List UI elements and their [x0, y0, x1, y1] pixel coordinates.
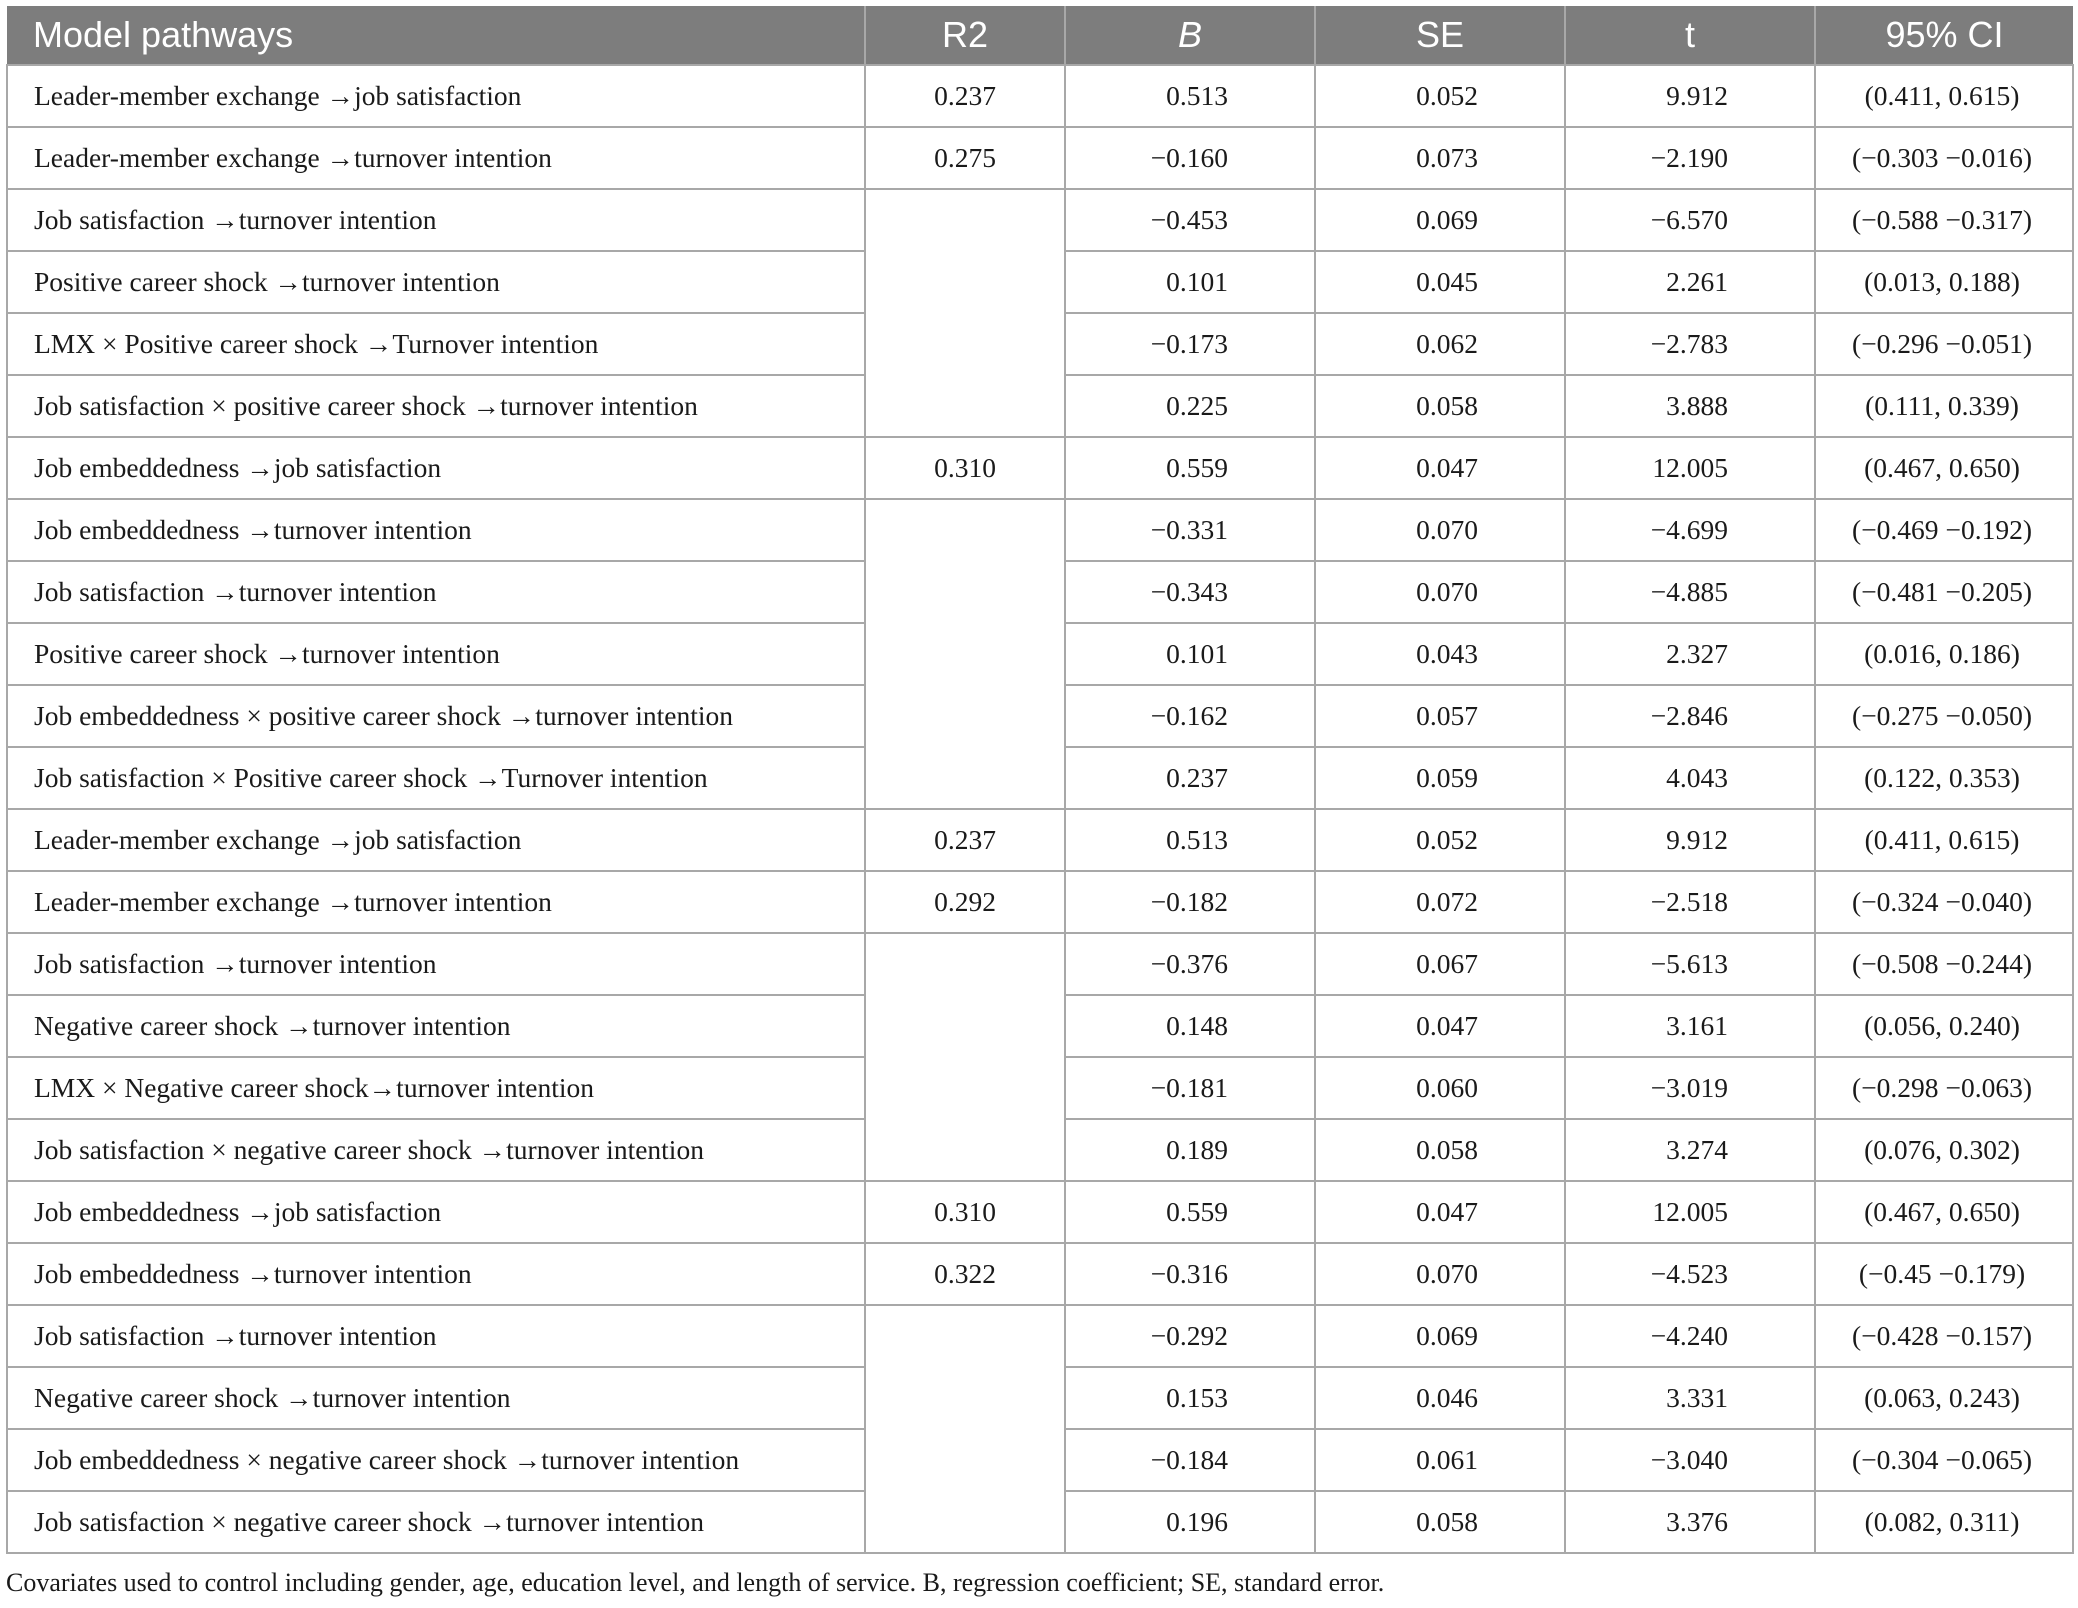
cell-ci: (0.082, 0.311)	[1815, 1491, 2073, 1553]
cell-se: 0.047	[1315, 437, 1565, 499]
cell-se: 0.043	[1315, 623, 1565, 685]
table-row	[7, 189, 2073, 251]
table-row	[7, 1491, 2073, 1553]
cell-pathway: Job embeddedness →turnover intention	[7, 1243, 865, 1305]
cell-t: 12.005	[1565, 1181, 1815, 1243]
header-se: SE	[1315, 6, 1565, 65]
cell-r2	[865, 251, 1065, 313]
cell-t: −4.885	[1565, 561, 1815, 623]
cell-b: 0.153	[1065, 1367, 1315, 1429]
table-row	[7, 1367, 2073, 1429]
cell-pathway: LMX × Positive career shock →Turnover intention	[7, 313, 865, 375]
cell-se: 0.058	[1315, 375, 1565, 437]
cell-t: 3.888	[1565, 375, 1815, 437]
cell-r2	[865, 995, 1065, 1057]
cell-pathway: LMX × Negative career shock→turnover intention	[7, 1057, 865, 1119]
cell-b: 0.101	[1065, 251, 1315, 313]
cell-r2	[865, 189, 1065, 251]
table-row	[7, 1119, 2073, 1181]
cell-ci: (0.467, 0.650)	[1815, 437, 2073, 499]
cell-b: −0.160	[1065, 127, 1315, 189]
cell-ci: (0.122, 0.353)	[1815, 747, 2073, 809]
cell-r2	[865, 747, 1065, 809]
cell-t: 3.274	[1565, 1119, 1815, 1181]
cell-ci: (0.056, 0.240)	[1815, 995, 2073, 1057]
table-row	[7, 127, 2073, 189]
cell-b: 0.189	[1065, 1119, 1315, 1181]
cell-pathway: Job satisfaction →turnover intention	[7, 561, 865, 623]
cell-r2	[865, 561, 1065, 623]
cell-b: 0.237	[1065, 747, 1315, 809]
cell-se: 0.060	[1315, 1057, 1565, 1119]
cell-t: −6.570	[1565, 189, 1815, 251]
cell-pathway: Leader-member exchange →turnover intention	[7, 127, 865, 189]
cell-pathway: Job satisfaction × negative career shock →turnover intention	[7, 1119, 865, 1181]
table-row	[7, 1429, 2073, 1491]
table-body	[7, 65, 2073, 1553]
cell-r2	[865, 375, 1065, 437]
cell-se: 0.057	[1315, 685, 1565, 747]
table-row	[7, 623, 2073, 685]
cell-pathway: Job satisfaction →turnover intention	[7, 1305, 865, 1367]
table-footnote: Covariates used to control including gender, age, education level, and length of service. B, regression coefficient; SE, standard error.	[6, 1568, 1385, 1597]
cell-pathway: Job satisfaction × positive career shock →turnover intention	[7, 375, 865, 437]
table-row	[7, 871, 2073, 933]
table-row	[7, 1181, 2073, 1243]
cell-se: 0.052	[1315, 65, 1565, 127]
cell-t: −2.783	[1565, 313, 1815, 375]
cell-se: 0.045	[1315, 251, 1565, 313]
cell-b: −0.376	[1065, 933, 1315, 995]
cell-pathway: Negative career shock →turnover intention	[7, 995, 865, 1057]
cell-r2	[865, 1119, 1065, 1181]
cell-r2: 0.237	[865, 809, 1065, 871]
cell-se: 0.067	[1315, 933, 1565, 995]
cell-b: −0.173	[1065, 313, 1315, 375]
cell-ci: (−0.481 −0.205)	[1815, 561, 2073, 623]
cell-ci: (0.411, 0.615)	[1815, 809, 2073, 871]
cell-r2: 0.322	[865, 1243, 1065, 1305]
cell-b: 0.559	[1065, 1181, 1315, 1243]
cell-r2	[865, 933, 1065, 995]
cell-r2	[865, 1367, 1065, 1429]
table-row	[7, 499, 2073, 561]
cell-t: −2.190	[1565, 127, 1815, 189]
table-row	[7, 1057, 2073, 1119]
cell-ci: (0.111, 0.339)	[1815, 375, 2073, 437]
cell-pathway: Job satisfaction →turnover intention	[7, 189, 865, 251]
cell-se: 0.072	[1315, 871, 1565, 933]
header-model-pathways: Model pathways	[7, 6, 865, 65]
table-row	[7, 747, 2073, 809]
cell-pathway: Job satisfaction × negative career shock →turnover intention	[7, 1491, 865, 1553]
cell-se: 0.052	[1315, 809, 1565, 871]
cell-ci: (−0.275 −0.050)	[1815, 685, 2073, 747]
cell-t: 2.327	[1565, 623, 1815, 685]
cell-pathway: Job embeddedness × negative career shock →turnover intention	[7, 1429, 865, 1491]
cell-r2	[865, 1057, 1065, 1119]
cell-se: 0.058	[1315, 1491, 1565, 1553]
table-row	[7, 251, 2073, 313]
cell-ci: (0.076, 0.302)	[1815, 1119, 2073, 1181]
cell-b: −0.181	[1065, 1057, 1315, 1119]
table-row	[7, 1305, 2073, 1367]
cell-t: −4.699	[1565, 499, 1815, 561]
cell-b: −0.453	[1065, 189, 1315, 251]
cell-se: 0.058	[1315, 1119, 1565, 1181]
cell-b: 0.513	[1065, 809, 1315, 871]
cell-t: −4.523	[1565, 1243, 1815, 1305]
cell-ci: (0.411, 0.615)	[1815, 65, 2073, 127]
table-header-row	[7, 6, 2073, 65]
cell-pathway: Positive career shock →turnover intention	[7, 623, 865, 685]
cell-se: 0.070	[1315, 499, 1565, 561]
cell-se: 0.062	[1315, 313, 1565, 375]
cell-ci: (0.013, 0.188)	[1815, 251, 2073, 313]
cell-r2	[865, 313, 1065, 375]
cell-b: −0.182	[1065, 871, 1315, 933]
cell-ci: (−0.428 −0.157)	[1815, 1305, 2073, 1367]
cell-r2	[865, 1305, 1065, 1367]
header-t: t	[1565, 6, 1815, 65]
cell-pathway: Job satisfaction →turnover intention	[7, 933, 865, 995]
cell-r2: 0.237	[865, 65, 1065, 127]
cell-ci: (−0.324 −0.040)	[1815, 871, 2073, 933]
cell-se: 0.046	[1315, 1367, 1565, 1429]
cell-ci: (−0.588 −0.317)	[1815, 189, 2073, 251]
cell-pathway: Negative career shock →turnover intention	[7, 1367, 865, 1429]
cell-pathway: Leader-member exchange →job satisfaction	[7, 809, 865, 871]
cell-ci: (0.467, 0.650)	[1815, 1181, 2073, 1243]
cell-t: 3.376	[1565, 1491, 1815, 1553]
cell-r2: 0.275	[865, 127, 1065, 189]
cell-se: 0.047	[1315, 1181, 1565, 1243]
cell-t: −3.019	[1565, 1057, 1815, 1119]
cell-t: 4.043	[1565, 747, 1815, 809]
table-row	[7, 375, 2073, 437]
cell-b: 0.225	[1065, 375, 1315, 437]
cell-ci: (0.016, 0.186)	[1815, 623, 2073, 685]
cell-r2	[865, 1429, 1065, 1491]
cell-r2: 0.310	[865, 437, 1065, 499]
cell-b: −0.292	[1065, 1305, 1315, 1367]
cell-r2	[865, 1491, 1065, 1553]
cell-b: −0.331	[1065, 499, 1315, 561]
table-row	[7, 685, 2073, 747]
cell-pathway: Job embeddedness × positive career shock →turnover intention	[7, 685, 865, 747]
cell-se: 0.047	[1315, 995, 1565, 1057]
cell-ci: (−0.304 −0.065)	[1815, 1429, 2073, 1491]
cell-b: −0.316	[1065, 1243, 1315, 1305]
cell-ci: (−0.296 −0.051)	[1815, 313, 2073, 375]
cell-se: 0.061	[1315, 1429, 1565, 1491]
cell-r2: 0.292	[865, 871, 1065, 933]
table-row	[7, 995, 2073, 1057]
cell-se: 0.059	[1315, 747, 1565, 809]
header-b-label: B	[1177, 14, 1202, 55]
cell-pathway: Leader-member exchange →turnover intention	[7, 871, 865, 933]
cell-t: 9.912	[1565, 809, 1815, 871]
table-row	[7, 933, 2073, 995]
cell-ci: (−0.508 −0.244)	[1815, 933, 2073, 995]
results-table-container	[6, 6, 2072, 1554]
cell-t: 2.261	[1565, 251, 1815, 313]
cell-b: −0.162	[1065, 685, 1315, 747]
header-b	[1065, 6, 1315, 65]
cell-b: 0.148	[1065, 995, 1315, 1057]
cell-t: 3.161	[1565, 995, 1815, 1057]
cell-b: 0.559	[1065, 437, 1315, 499]
table-row	[7, 313, 2073, 375]
cell-b: 0.101	[1065, 623, 1315, 685]
cell-se: 0.069	[1315, 189, 1565, 251]
cell-t: −5.613	[1565, 933, 1815, 995]
cell-b: 0.513	[1065, 65, 1315, 127]
cell-r2: 0.310	[865, 1181, 1065, 1243]
cell-ci: (−0.298 −0.063)	[1815, 1057, 2073, 1119]
cell-pathway: Job embeddedness →turnover intention	[7, 499, 865, 561]
cell-t: −2.846	[1565, 685, 1815, 747]
regression-results-table	[6, 6, 2074, 1554]
cell-se: 0.070	[1315, 1243, 1565, 1305]
cell-r2	[865, 685, 1065, 747]
cell-r2	[865, 499, 1065, 561]
cell-se: 0.069	[1315, 1305, 1565, 1367]
cell-pathway: Leader-member exchange →job satisfaction	[7, 65, 865, 127]
cell-r2	[865, 623, 1065, 685]
cell-ci: (0.063, 0.243)	[1815, 1367, 2073, 1429]
table-row	[7, 437, 2073, 499]
cell-pathway: Positive career shock →turnover intention	[7, 251, 865, 313]
header-ci: 95% CI	[1815, 6, 2073, 65]
cell-b: −0.184	[1065, 1429, 1315, 1491]
cell-ci: (−0.45 −0.179)	[1815, 1243, 2073, 1305]
cell-ci: (−0.469 −0.192)	[1815, 499, 2073, 561]
header-r2: R2	[865, 6, 1065, 65]
table-row	[7, 65, 2073, 127]
cell-b: 0.196	[1065, 1491, 1315, 1553]
cell-pathway: Job embeddedness →job satisfaction	[7, 437, 865, 499]
cell-pathway: Job satisfaction × Positive career shock →Turnover intention	[7, 747, 865, 809]
cell-t: −4.240	[1565, 1305, 1815, 1367]
cell-t: −3.040	[1565, 1429, 1815, 1491]
cell-pathway: Job embeddedness →job satisfaction	[7, 1181, 865, 1243]
cell-t: 12.005	[1565, 437, 1815, 499]
table-row	[7, 809, 2073, 871]
cell-ci: (−0.303 −0.016)	[1815, 127, 2073, 189]
cell-t: 3.331	[1565, 1367, 1815, 1429]
table-row	[7, 1243, 2073, 1305]
cell-t: 9.912	[1565, 65, 1815, 127]
table-row	[7, 561, 2073, 623]
cell-se: 0.073	[1315, 127, 1565, 189]
cell-t: −2.518	[1565, 871, 1815, 933]
cell-b: −0.343	[1065, 561, 1315, 623]
cell-se: 0.070	[1315, 561, 1565, 623]
